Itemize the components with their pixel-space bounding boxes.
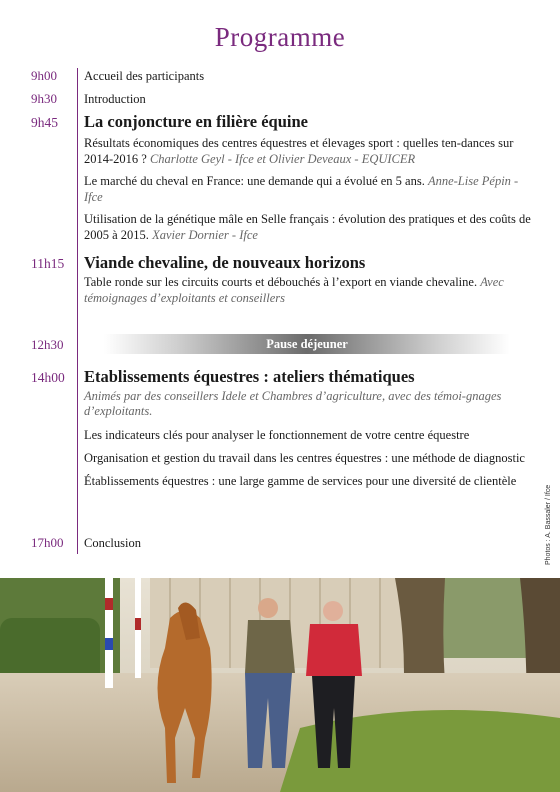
section-heading: Etablissements équestres : ateliers thématiques: [84, 367, 415, 386]
session-title: Résultats économiques des centres équestres et élevages sport : quelles ten-dances sur 2014-2016 ?: [84, 136, 514, 166]
time-label: 11h15: [31, 256, 65, 271]
session-title: Table ronde sur les circuits courts et débouchés à l’export en viande chevaline.: [84, 275, 478, 289]
section-heading: La conjoncture en filière équine: [84, 112, 308, 131]
time-label: 14h00: [31, 370, 65, 385]
time-label: 17h00: [31, 535, 64, 550]
section-heading: Viande chevaline, de nouveaux horizons: [84, 253, 366, 272]
item-text: Conclusion: [84, 536, 141, 550]
pause-banner: Pause déjeuner: [104, 334, 510, 354]
session-speakers: Xavier Dornier - Ifce: [152, 228, 258, 242]
time-label: 9h30: [31, 91, 57, 106]
session-speakers: Charlotte Geyl - Ifce et Olivier Deveaux - EQUICER: [149, 152, 416, 166]
section-note: Animés par des conseillers Idele et Chambres d’agriculture, avec des témoi-gnages d’exploitants.: [84, 389, 502, 418]
horse-photo: [0, 578, 560, 792]
item-text: Accueil des participants: [84, 69, 205, 83]
session-item: [84, 135, 532, 167]
time-label: 9h00: [31, 68, 57, 83]
page-title: Programme: [214, 22, 346, 52]
time-label: 12h30: [31, 337, 64, 352]
session-speakers: Anne-Lise Pépin - Ifce: [84, 174, 519, 204]
session-item: [84, 211, 532, 243]
workshop-item: Établissements équestres : une large gamme de services pour une diversité de clientèle: [84, 474, 517, 488]
time-label: 9h45: [31, 115, 58, 130]
photo-credit: Photos : A. Bassaler / Ifce: [545, 484, 552, 565]
session-title: Le marché du cheval en France: une demande qui a évolué en 5 ans.: [84, 174, 425, 188]
item-text: Introduction: [84, 92, 146, 106]
workshop-item: Organisation et gestion du travail dans les centres équestres : une méthode de diagnostic: [84, 451, 525, 465]
session-item: [84, 173, 532, 205]
timeline-divider: [77, 68, 78, 554]
session-title: Utilisation de la génétique mâle en Selle français : évolution des pratiques et des coûts de 2005 à 2015.: [84, 212, 531, 242]
session-item: [84, 274, 532, 306]
workshop-item: Les indicateurs clés pour analyser le fonctionnement de votre centre équestre: [84, 428, 470, 442]
session-speakers: Avec témoignages d’exploitants et conseillers: [84, 275, 504, 305]
